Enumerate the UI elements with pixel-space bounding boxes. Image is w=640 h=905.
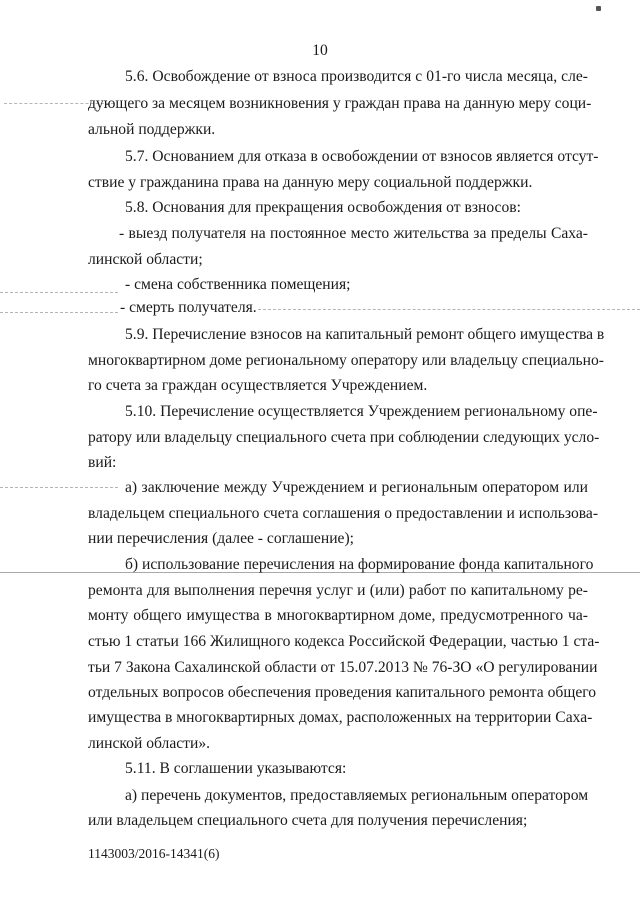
text-line: - выезд получателя на постоянное место жительства за пределы Саха- <box>119 225 588 242</box>
text-line: 5.10. Перечисление осуществляется Учреждением региональному опе- <box>125 403 598 420</box>
text-line: вий: <box>88 454 117 471</box>
text-line: 5.9. Перечисление взносов на капитальный ремонт общего имущества в <box>125 326 605 343</box>
text-line: многоквартирном доме региональному оператору или владельцу специально- <box>88 352 604 369</box>
text-line: отдельных вопросов обеспечения проведения капитального ремонта общего <box>88 684 597 701</box>
text-line: монту общего имущества в многоквартирном доме, предусмотренного ча- <box>88 607 588 624</box>
scan-line <box>0 292 118 293</box>
text-line: дующего за месяцем возникновения у граждан права на данную меру соци- <box>88 95 592 112</box>
text-line: ствие у гражданина права на данную меру социальной поддержки. <box>88 174 533 191</box>
text-line: нии перечисления (далее - соглашение); <box>88 530 354 547</box>
scan-line <box>0 487 118 488</box>
text-line: ремонта для выполнения перечня услуг и (или) работ по капитальному ре- <box>88 582 588 599</box>
text-line: имущества в многоквартирных домах, расположенных на территории Саха- <box>88 709 593 726</box>
text-line: или владельцем специального счета для получения перечисления; <box>88 812 528 829</box>
scan-artifact <box>596 6 601 11</box>
text-line: 5.11. В соглашении указываются: <box>125 760 347 777</box>
text-line: го счета за граждан осуществляется Учреждением. <box>88 377 428 394</box>
text-line: тьи 7 Закона Сахалинской области от 15.07.2013 № 76-ЗО «О регулировании <box>88 659 598 676</box>
text-line: линской области». <box>88 735 211 752</box>
text-line: б) использование перечисления на формирование фонда капитального <box>125 556 594 573</box>
text-line: 5.7. Основанием для отказа в освобождении от взносов является отсут- <box>125 148 599 165</box>
text-line: 5.8. Основания для прекращения освобождения от взносов: <box>125 199 521 216</box>
text-line: ратору или владельцу специального счета при соблюдении следующих усло- <box>88 429 600 446</box>
text-line: - смерть получателя. <box>120 299 257 316</box>
text-line: линской области; <box>88 251 203 268</box>
scan-line <box>0 312 118 313</box>
text-line: стью 1 статьи 166 Жилищного кодекса Российской Федерации, частью 1 ста- <box>88 633 600 650</box>
document-code: 1143003/2016-14341(6) <box>88 846 220 861</box>
scan-line <box>258 309 640 310</box>
page-number: 10 <box>312 42 328 59</box>
text-line: 5.6. Освобождение от взноса производится с 01-го числа месяца, сле- <box>125 68 588 85</box>
text-line: - смена собственника помещения; <box>125 276 351 293</box>
text-line: владельцем специального счета соглашения о предоставлении и использова- <box>88 505 599 522</box>
text-line: альной поддержки. <box>88 121 216 138</box>
text-line: а) заключение между Учреждением и региональным оператором или <box>125 479 588 496</box>
text-line: а) перечень документов, предоставляемых региональным оператором <box>125 787 589 804</box>
